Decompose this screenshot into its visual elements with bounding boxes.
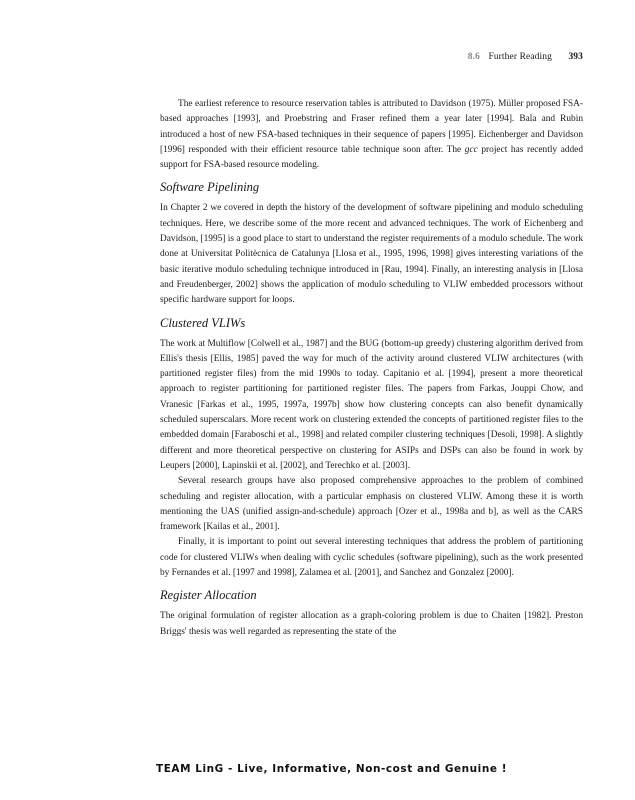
intro-text-a: The earliest reference to resource reservation tables is attributed to Davidson (1975). Müller proposed FSA-based approaches [1993], and Proebstring and Fraser refined them a year later [1994]. Bala and Rubin introduced a host of new FSA-based techniques in their sequence of papers [1995]. Eichenberger and Davidson [1996] responded with their efficient resource table technique soon after. The [160,99,583,155]
clustered-vliws-paragraph-1: The work at Multiflow [Colwell et al., 1987] and the BUG (bottom-up greedy) clustering algorithm derived from Ellis's thesis [Ellis, 1985] paved the way for much of the activity around clustered VLIW architectures (with partitioned register files) from the mid 1990s to today. Capitanio et al. [1994], present a more theoretical approach to register partitioning for partitioned register files. The papers from Farkas, Jouppi Chow, and Vranesic [Farkas et al., 1995, 1997a, 1997b] show how clustering concepts can also benefit dynamically scheduled superscalars. More recent work on clustering extended the concepts of partitioned register files to the embedded domain [Faraboschi et al., 1998] and related compiler clustering techniques [Desoli, 1998]. A slightly different and more theoretical perspective on clustering for ASIPs and DSPs can also be found in work by Leupers [2000], Lapinskii et al. [2002], and Terechko et al. [2003]. [160,338,583,471]
clustered-vliws-paragraph-3: Finally, it is important to point out several interesting techniques that address the problem of partitioning code for clustered VLIWs when dealing with cyclic schedules (software pipelining), such as the work presented by Fernandes et al. [1997 and 1998], Zalamea et al. [2001], and Sanchez and Gonzalez [2000]. [160,537,583,579]
gcc-term: gcc [464,144,478,155]
software-pipelining-paragraph: In Chapter 2 we covered in depth the history of the development of software pipelining and modulo scheduling techniques. Here, we describe some of the more recent and advanced techniques. The work of Eichenberg and Davidson, [1995] is a good place to start to understand the register requirements of a modulo schedule. The work done at Universitat Politècnica de Catalunya [Llosa et al., 1995, 1996, 1998] gives interesting variations of the basic iterative modulo scheduling technique introduced in [Rau, 1994]. Finally, an interesting analysis in [Llosa and Freudenberger, 2002] shows the application of modulo scheduling to VLIW embedded processors without specific hardware support for loops. [160,203,583,306]
heading-clustered-vliws: Clustered VLIWs [160,315,246,330]
register-allocation-paragraph: The original formulation of register allocation as a graph-coloring problem is due to Chaiten [1982]. Preston Briggs' thesis was well regarded as representing the state of the [160,611,583,637]
section-number: 8.6 [467,52,480,62]
intro-paragraph [160,97,583,173]
footer-banner: TEAM LinG - Live, Informative, Non-cost and Genuine ! [156,762,508,775]
heading-software-pipelining: Software Pipelining [160,180,260,195]
running-head [468,52,583,62]
intro-text-b: project has recently added support for FSA-based resource modeling. [160,144,584,171]
body-text [160,97,583,640]
clustered-vliws-paragraph-2: Several research groups have also proposed comprehensive approaches to the problem of combined scheduling and register allocation, with a particular emphasis on clustered VLIW. Among these it is worth mentioning the UAS (unified assign-and-schedule) approach [Ozer et al., 1998a and b], as well as the CARS framework [Kailas et al., 2001]. [160,476,583,533]
page-number: 393 [568,52,583,62]
heading-register-allocation: Register Allocation [160,588,257,603]
section-title: Further Reading [488,52,552,62]
